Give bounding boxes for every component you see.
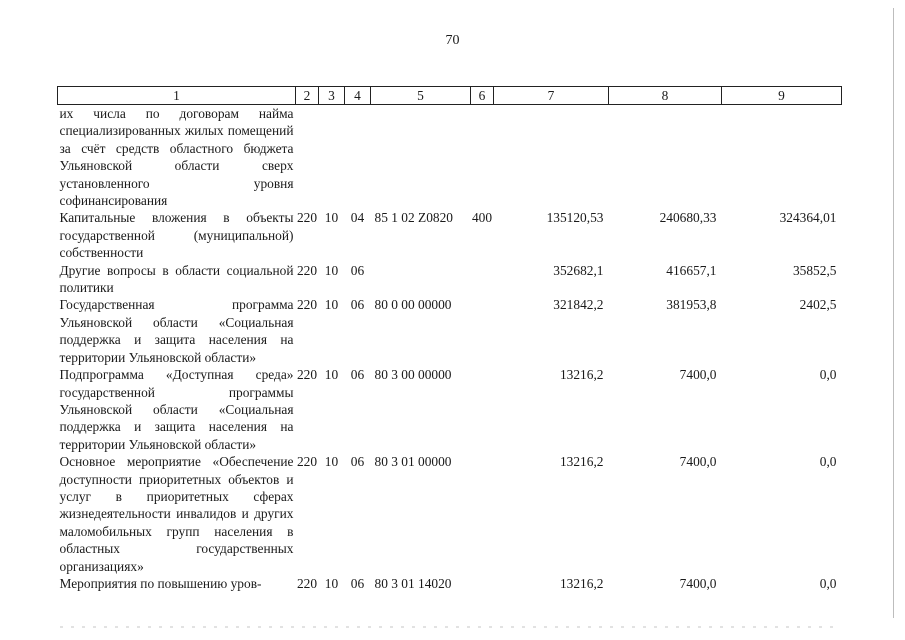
value-col8: 416657,1 [666,262,717,278]
table-row [58,105,842,210]
subsection-code: 06 [350,454,365,470]
row-name: Мероприятия по повышению уров- [59,575,262,591]
subsection-code: 06 [350,262,365,278]
value-col8: 7400,0 [679,367,717,383]
column-header: 9 [722,87,842,105]
subsection-code [345,105,371,210]
value-col9: 0,0 [819,454,837,470]
expense-type-code [471,453,494,575]
value-col9 [722,105,842,210]
column-header: 5 [371,87,471,105]
subsection-code: 06 [350,367,365,383]
table-row [58,262,842,297]
row-name: Подпрограмма «Доступная среда» государственной программы Ульяновской области «Социальная поддержка и защита населения на территории Ульяновской области» [59,367,294,452]
section-code: 10 [324,454,339,470]
value-col9: 324364,01 [779,210,837,226]
grbs-code: 220 [296,367,318,383]
subsection-code: 04 [350,210,365,226]
section-code: 10 [324,210,339,226]
grbs-code: 220 [296,210,318,226]
subsection-code: 06 [350,297,365,313]
column-header: 6 [471,87,494,105]
value-col9: 0,0 [819,575,837,591]
target-article-code: 80 0 00 00000 [374,297,452,313]
row-name: Капитальные вложения в объекты государственной (муниципальной) собственности [59,210,294,261]
section-code [319,105,345,210]
value-col7: 135120,53 [546,210,604,226]
value-col8: 7400,0 [679,454,717,470]
value-col8: 381953,8 [666,297,717,313]
grbs-code: 220 [296,262,318,278]
value-col7: 321842,2 [553,297,604,313]
value-col7: 352682,1 [553,262,604,278]
grbs-code: 220 [296,454,318,470]
section-code: 10 [324,575,339,591]
page-number: 70 [445,33,460,48]
header-row [58,87,842,105]
grbs-code [296,105,319,210]
grbs-code: 220 [296,575,318,591]
expense-type-code [471,575,494,592]
value-col7: 13216,2 [559,367,604,383]
scan-noise [60,626,840,628]
target-article-code [371,105,471,210]
expense-type-code [471,366,494,453]
value-col8: 7400,0 [679,575,717,591]
column-header: 1 [58,87,296,105]
value-col9: 35852,5 [792,262,837,278]
table-row [58,453,842,575]
target-article-code: 80 3 01 00000 [374,454,452,470]
row-name: их числа по договорам найма специализированных жилых помещений за счёт средств областного бюджета Ульяновской области сверх установленного уровня софинансирования [59,106,294,209]
section-code: 10 [324,367,339,383]
target-article-code [371,262,471,297]
target-article-code: 80 3 01 14020 [374,575,452,591]
expense-type-code [471,262,494,297]
table-row [58,575,842,592]
target-article-code: 80 3 00 00000 [374,367,452,383]
expense-type-code [471,296,494,366]
table-row [58,296,842,366]
value-col9: 0,0 [819,367,837,383]
table-row [58,366,842,453]
value-col8 [609,105,722,210]
expense-type-code: 400 [471,210,493,226]
column-header: 4 [345,87,371,105]
target-article-code: 85 1 02 Z0820 [374,210,453,226]
page-edge-line [893,8,894,618]
row-name: Государственная программа Ульяновской области «Социальная поддержка и защита населения на территории Ульяновской области» [59,297,294,365]
value-col7 [494,105,609,210]
value-col9: 2402,5 [799,297,837,313]
row-name: Основное мероприятие «Обеспечение доступности приоритетных объектов и услуг в приоритетных сферах жизнедеятельности инвалидов и других маломобильных групп населения в областных государственных организациях» [59,454,294,574]
row-name: Другие вопросы в области социальной политики [59,262,294,296]
grbs-code: 220 [296,297,318,313]
value-col8: 240680,33 [659,210,717,226]
column-header: 7 [494,87,609,105]
budget-table [57,86,842,592]
value-col7: 13216,2 [559,575,604,591]
column-header: 2 [296,87,319,105]
subsection-code: 06 [350,575,365,591]
column-header: 3 [319,87,345,105]
section-code: 10 [324,262,339,278]
value-col7: 13216,2 [559,454,604,470]
column-header: 8 [609,87,722,105]
section-code: 10 [324,297,339,313]
expense-type-code [471,105,494,210]
table-row [58,209,842,261]
